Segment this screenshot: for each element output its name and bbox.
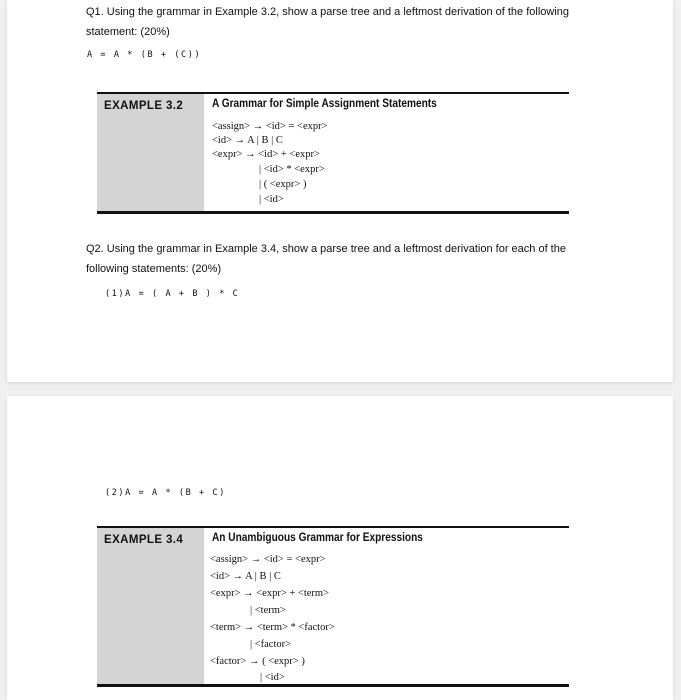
question-2-statement-1: (1)A = ( A + B ) * C: [105, 289, 240, 299]
grammar-line: <id> → A | B | C: [210, 571, 281, 582]
page-card-1: [7, 0, 673, 382]
example-label: EXAMPLE 3.2: [104, 100, 184, 112]
grammar-line: | <term>: [250, 605, 286, 616]
grammar-line: <expr> → <id> + <expr>: [212, 149, 320, 160]
example-title: An Unambiguous Grammar for Expressions: [212, 532, 423, 544]
question-1-text: Q1. Using the grammar in Example 3.2, show a parse tree and a leftmost derivation of the following statement: (20%): [86, 6, 570, 38]
grammar-line: | ( <expr> ): [259, 179, 307, 190]
grammar-line: <factor> → ( <expr> ): [210, 656, 305, 667]
example-title: A Grammar for Simple Assignment Statements: [212, 98, 437, 110]
grammar-line: <expr> → <expr> + <term>: [210, 588, 330, 599]
example-label-panel: [97, 528, 204, 686]
example-bottom-rule: [97, 211, 569, 214]
grammar-line: | <factor>: [250, 639, 292, 650]
grammar-line: <assign> → <id> = <expr>: [212, 121, 328, 132]
grammar-line: <id> → A | B | C: [212, 135, 283, 146]
question-2-text: Q2. Using the grammar in Example 3.4, show a parse tree and a leftmost derivation for each of the following statements: (20%): [86, 243, 566, 275]
grammar-line: | <id> * <expr>: [259, 164, 325, 175]
grammar-line: <term> → <term> * <factor>: [210, 622, 335, 633]
grammar-line: | <id>: [259, 194, 284, 205]
example-label-panel: [97, 94, 204, 212]
question-1-statement: A = A * (B + (C)): [87, 50, 202, 60]
page-card-2: [7, 396, 673, 700]
grammar-line: <assign> → <id> = <expr>: [210, 554, 326, 565]
example-label: EXAMPLE 3.4: [104, 534, 184, 546]
grammar-line: | <id>: [260, 672, 285, 683]
example-bottom-rule: [97, 684, 569, 687]
question-2-statement-2: (2)A = A * (B + C): [105, 488, 226, 498]
